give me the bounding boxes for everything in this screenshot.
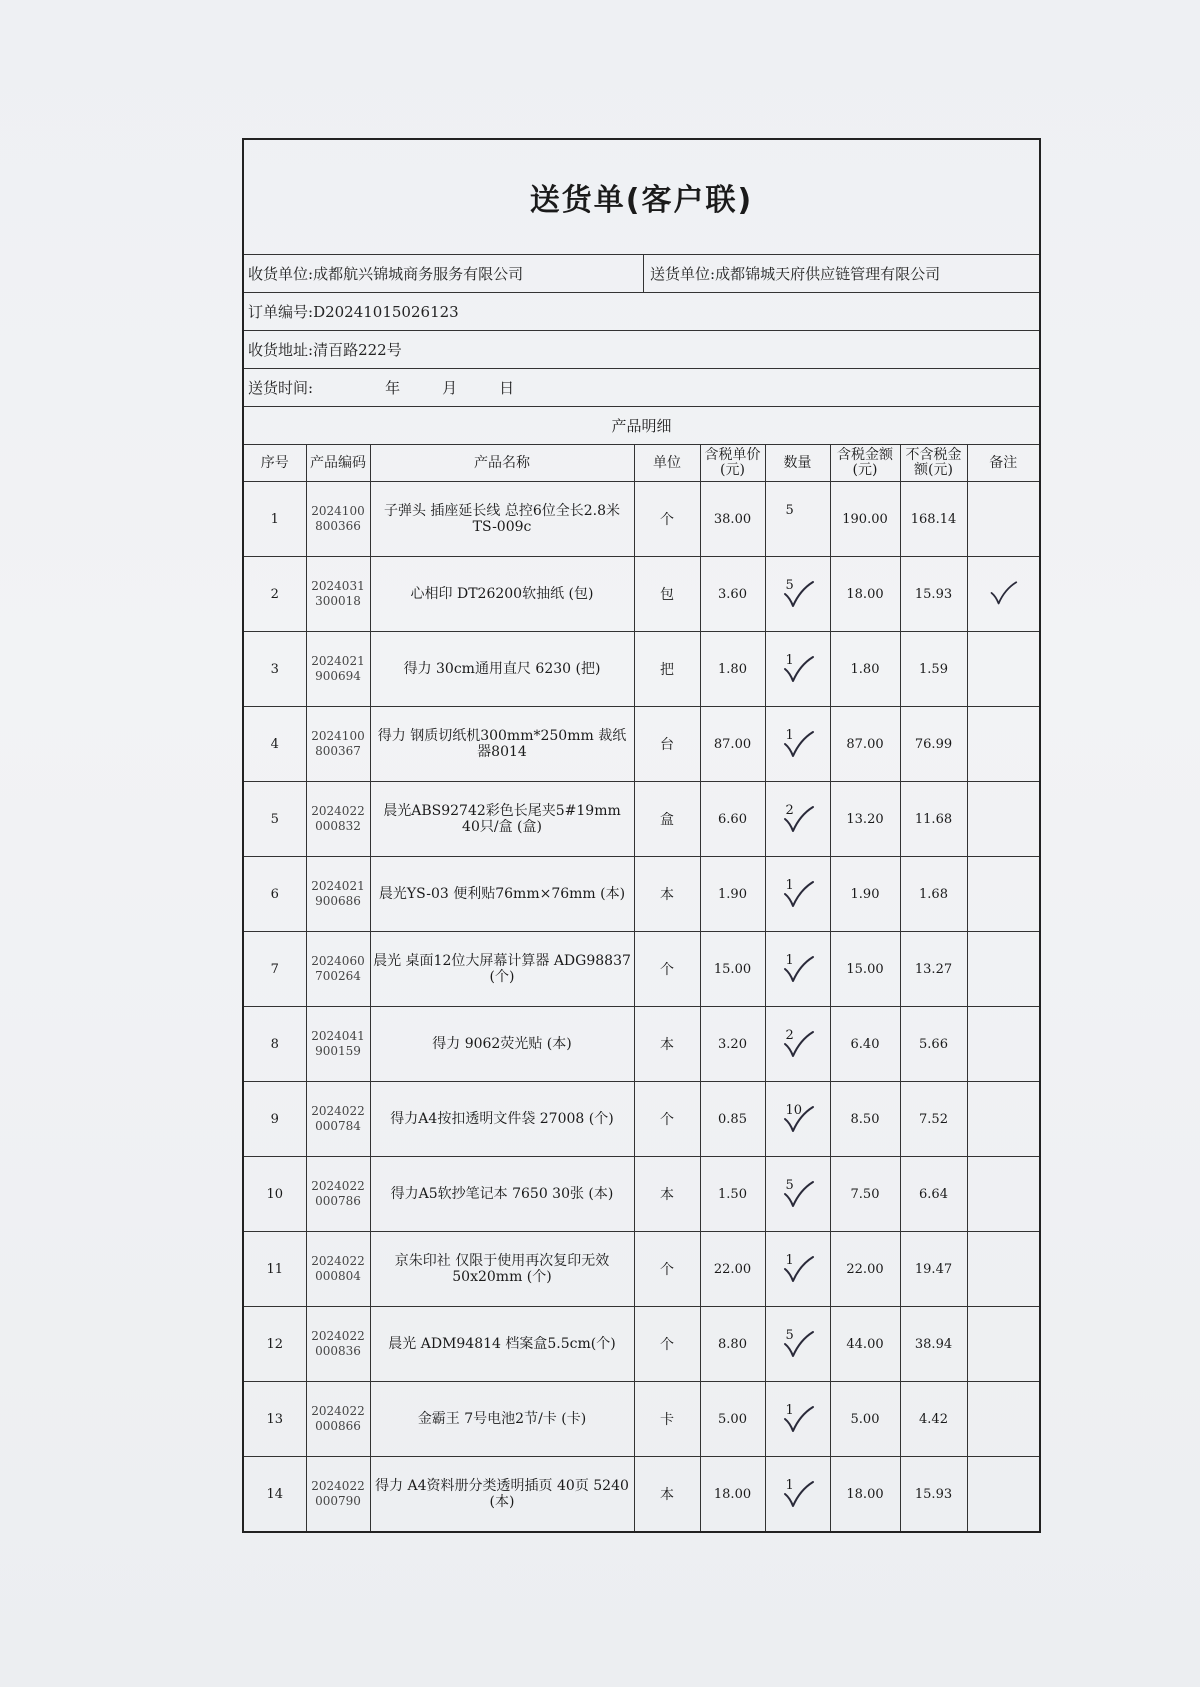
- row-amount: 5.00: [830, 1382, 900, 1457]
- row-notax: 7.52: [900, 1082, 967, 1157]
- row-name: 得力 A4资料册分类透明插页 40页 5240 (本): [370, 1457, 634, 1532]
- table-row: [244, 707, 1039, 782]
- table-row: [244, 1007, 1039, 1082]
- section-title: 产品明细: [244, 407, 1039, 445]
- row-price: 5.00: [700, 1382, 765, 1457]
- delivery-month: 月: [442, 379, 458, 397]
- col-seq: 序号: [244, 445, 306, 482]
- row-amount: 7.50: [830, 1157, 900, 1232]
- row-qty-cell: [765, 1082, 830, 1157]
- row-name: 得力 钢质切纸机300mm*250mm 裁纸器8014: [370, 707, 634, 782]
- row-code: 2024022000804: [306, 1232, 370, 1307]
- row-qty-cell: [765, 1232, 830, 1307]
- delivery-year: 年: [385, 379, 401, 397]
- row-amount: 44.00: [830, 1307, 900, 1382]
- row-seq: 4: [244, 707, 306, 782]
- table-row: [244, 632, 1039, 707]
- row-remark: [967, 632, 1039, 707]
- row-remark: [967, 1307, 1039, 1382]
- row-price: 1.80: [700, 632, 765, 707]
- row-code: 2024022000784: [306, 1082, 370, 1157]
- row-seq: 14: [244, 1457, 306, 1532]
- row-qty-cell: [765, 1457, 830, 1532]
- row-notax: 38.94: [900, 1307, 967, 1382]
- table-row: [244, 782, 1039, 857]
- order-no-row: [244, 293, 1039, 331]
- row-remark: [967, 707, 1039, 782]
- row-name: 得力 30cm通用直尺 6230 (把): [370, 632, 634, 707]
- row-remark: [967, 1382, 1039, 1457]
- row-code: 2024021900694: [306, 632, 370, 707]
- row-qty-cell: [765, 782, 830, 857]
- handwritten-check-mark: [780, 1026, 816, 1060]
- table-row: [244, 1157, 1039, 1232]
- table-header-row: [244, 445, 1039, 482]
- row-name: 京朱印社 仅限于使用再次复印无效 50x20mm (个): [370, 1232, 634, 1307]
- row-notax: 1.68: [900, 857, 967, 932]
- row-name: 得力A5软抄笔记本 7650 30张 (本): [370, 1157, 634, 1232]
- row-seq: 1: [244, 482, 306, 557]
- row-qty: 10: [785, 1103, 803, 1118]
- row-code: 2024022000790: [306, 1457, 370, 1532]
- row-seq: 8: [244, 1007, 306, 1082]
- row-qty: 5: [785, 503, 794, 518]
- row-qty-cell: [765, 557, 830, 632]
- row-qty: 1: [785, 728, 794, 743]
- handwritten-check-mark: [780, 1476, 816, 1510]
- row-code: 2024022000836: [306, 1307, 370, 1382]
- delivery-time-label: 送货时间:: [248, 379, 314, 397]
- row-qty: 1: [785, 878, 794, 893]
- table-row: [244, 1307, 1039, 1382]
- row-amount: 6.40: [830, 1007, 900, 1082]
- row-amount: 18.00: [830, 557, 900, 632]
- sender-cell: [644, 255, 1039, 292]
- row-price: 1.50: [700, 1157, 765, 1232]
- row-notax: 11.68: [900, 782, 967, 857]
- row-unit: 台: [634, 707, 700, 782]
- receiver-value: 成都航兴锦城商务服务有限公司: [313, 265, 524, 283]
- row-code: 2024021900686: [306, 857, 370, 932]
- sender-value: 成都锦城天府供应链管理有限公司: [715, 265, 941, 283]
- row-unit: 卡: [634, 1382, 700, 1457]
- row-remark: [967, 1457, 1039, 1532]
- row-price: 0.85: [700, 1082, 765, 1157]
- col-amount-notax: 不含税金额(元): [900, 445, 967, 482]
- row-notax: 1.59: [900, 632, 967, 707]
- row-code: 2024060700264: [306, 932, 370, 1007]
- row-notax: 168.14: [900, 482, 967, 557]
- row-qty-cell: [765, 857, 830, 932]
- row-price: 87.00: [700, 707, 765, 782]
- row-seq: 6: [244, 857, 306, 932]
- row-price: 6.60: [700, 782, 765, 857]
- order-no-label: 订单编号:: [248, 303, 314, 321]
- row-qty: 5: [785, 1328, 794, 1343]
- row-unit: 个: [634, 1082, 700, 1157]
- row-amount: 87.00: [830, 707, 900, 782]
- row-name: 晨光ABS92742彩色长尾夹5#19mm 40只/盒 (盒): [370, 782, 634, 857]
- address-row: [244, 331, 1039, 369]
- row-notax: 4.42: [900, 1382, 967, 1457]
- row-unit: 本: [634, 857, 700, 932]
- row-unit: 本: [634, 1007, 700, 1082]
- row-qty: 1: [785, 1253, 794, 1268]
- row-code: 2024022000832: [306, 782, 370, 857]
- row-name: 心相印 DT26200软抽纸 (包): [370, 557, 634, 632]
- row-amount: 8.50: [830, 1082, 900, 1157]
- row-qty-cell: [765, 707, 830, 782]
- row-name: 得力A4按扣透明文件袋 27008 (个): [370, 1082, 634, 1157]
- row-remark: [967, 857, 1039, 932]
- row-code: 2024100800366: [306, 482, 370, 557]
- row-notax: 13.27: [900, 932, 967, 1007]
- receiver-cell: [244, 255, 644, 292]
- handwritten-check-mark: [780, 1251, 816, 1285]
- row-code: 2024100800367: [306, 707, 370, 782]
- handwritten-check-mark: [780, 651, 816, 685]
- order-no-value: D20241015026123: [313, 302, 459, 321]
- row-seq: 9: [244, 1082, 306, 1157]
- row-remark: [967, 1157, 1039, 1232]
- row-seq: 10: [244, 1157, 306, 1232]
- handwritten-check-mark: [780, 1101, 816, 1135]
- row-price: 15.00: [700, 932, 765, 1007]
- row-remark: [967, 782, 1039, 857]
- row-notax: 15.93: [900, 557, 967, 632]
- row-qty: 1: [785, 653, 794, 668]
- row-seq: 12: [244, 1307, 306, 1382]
- row-qty: 2: [785, 803, 794, 818]
- row-seq: 13: [244, 1382, 306, 1457]
- row-qty: 1: [785, 1478, 794, 1493]
- row-name: 金霸王 7号电池2节/卡 (卡): [370, 1382, 634, 1457]
- row-notax: 5.66: [900, 1007, 967, 1082]
- row-qty: 1: [785, 1403, 794, 1418]
- row-code: 2024031300018: [306, 557, 370, 632]
- row-amount: 13.20: [830, 782, 900, 857]
- row-name: 晨光YS-03 便利贴76mm×76mm (本): [370, 857, 634, 932]
- table-row: [244, 1232, 1039, 1307]
- row-notax: 19.47: [900, 1232, 967, 1307]
- row-remark: [967, 557, 1039, 632]
- table-row: [244, 1382, 1039, 1457]
- row-unit: 个: [634, 1232, 700, 1307]
- row-notax: 76.99: [900, 707, 967, 782]
- row-notax: 15.93: [900, 1457, 967, 1532]
- row-price: 3.60: [700, 557, 765, 632]
- table-row: [244, 1457, 1039, 1532]
- col-amount-tax: 含税金额(元): [830, 445, 900, 482]
- row-unit: 包: [634, 557, 700, 632]
- table-row: [244, 1082, 1039, 1157]
- row-qty: 5: [785, 1178, 794, 1193]
- delivery-note-form: [242, 138, 1041, 1533]
- row-remark: [967, 1007, 1039, 1082]
- row-name: 得力 9062荧光贴 (本): [370, 1007, 634, 1082]
- row-amount: 1.90: [830, 857, 900, 932]
- row-qty-cell: [765, 932, 830, 1007]
- row-notax: 6.64: [900, 1157, 967, 1232]
- row-amount: 22.00: [830, 1232, 900, 1307]
- table-row: [244, 932, 1039, 1007]
- row-remark: [967, 482, 1039, 557]
- row-price: 1.90: [700, 857, 765, 932]
- row-unit: 本: [634, 1157, 700, 1232]
- row-amount: 15.00: [830, 932, 900, 1007]
- row-price: 8.80: [700, 1307, 765, 1382]
- row-unit: 个: [634, 482, 700, 557]
- handwritten-check-mark: [780, 801, 816, 835]
- row-seq: 2: [244, 557, 306, 632]
- table-row: [244, 482, 1039, 557]
- row-code: 2024041900159: [306, 1007, 370, 1082]
- col-unit: 单位: [634, 445, 700, 482]
- row-price: 22.00: [700, 1232, 765, 1307]
- col-name: 产品名称: [370, 445, 634, 482]
- handwritten-check-mark: [987, 577, 1019, 607]
- row-qty-cell: [765, 632, 830, 707]
- handwritten-check-mark: [780, 1326, 816, 1360]
- row-seq: 11: [244, 1232, 306, 1307]
- row-code: 2024022000786: [306, 1157, 370, 1232]
- row-unit: 个: [634, 1307, 700, 1382]
- row-qty: 5: [785, 578, 794, 593]
- row-qty-cell: [765, 1157, 830, 1232]
- row-name: 晨光 ADM94814 档案盒5.5cm(个): [370, 1307, 634, 1382]
- document-title: 送货单(客户联): [244, 140, 1039, 255]
- row-amount: 1.80: [830, 632, 900, 707]
- row-remark: [967, 1232, 1039, 1307]
- product-table: [244, 445, 1039, 1531]
- handwritten-check-mark: [780, 576, 816, 610]
- col-code: 产品编码: [306, 445, 370, 482]
- row-qty: 2: [785, 1028, 794, 1043]
- row-unit: 本: [634, 1457, 700, 1532]
- row-seq: 7: [244, 932, 306, 1007]
- address-label: 收货地址:: [248, 341, 314, 359]
- row-qty-cell: [765, 1307, 830, 1382]
- table-row: [244, 857, 1039, 932]
- table-row: [244, 557, 1039, 632]
- row-qty-cell: [765, 1382, 830, 1457]
- party-row: [244, 255, 1039, 293]
- delivery-time-row: [244, 369, 1039, 407]
- row-name: 晨光 桌面12位大屏幕计算器 ADG98837 (个): [370, 932, 634, 1007]
- row-unit: 个: [634, 932, 700, 1007]
- row-qty: 1: [785, 953, 794, 968]
- row-seq: 3: [244, 632, 306, 707]
- row-qty-cell: [765, 482, 830, 557]
- receiver-label: 收货单位:: [248, 265, 314, 283]
- col-qty: 数量: [765, 445, 830, 482]
- col-remark: 备注: [967, 445, 1039, 482]
- row-remark: [967, 932, 1039, 1007]
- sender-label: 送货单位:: [650, 265, 716, 283]
- row-qty-cell: [765, 1007, 830, 1082]
- handwritten-check-mark: [780, 951, 816, 985]
- row-name: 子弹头 插座延长线 总控6位全长2.8米 TS-009c: [370, 482, 634, 557]
- handwritten-check-mark: [780, 1401, 816, 1435]
- row-unit: 把: [634, 632, 700, 707]
- row-price: 38.00: [700, 482, 765, 557]
- handwritten-check-mark: [780, 1176, 816, 1210]
- row-remark: [967, 1082, 1039, 1157]
- row-amount: 18.00: [830, 1457, 900, 1532]
- row-price: 3.20: [700, 1007, 765, 1082]
- handwritten-check-mark: [780, 876, 816, 910]
- delivery-day: 日: [499, 379, 515, 397]
- row-code: 2024022000866: [306, 1382, 370, 1457]
- col-price-tax: 含税单价(元): [700, 445, 765, 482]
- handwritten-check-mark: [780, 726, 816, 760]
- row-price: 18.00: [700, 1457, 765, 1532]
- address-value: 清百路222号: [313, 341, 402, 359]
- row-amount: 190.00: [830, 482, 900, 557]
- row-unit: 盒: [634, 782, 700, 857]
- row-seq: 5: [244, 782, 306, 857]
